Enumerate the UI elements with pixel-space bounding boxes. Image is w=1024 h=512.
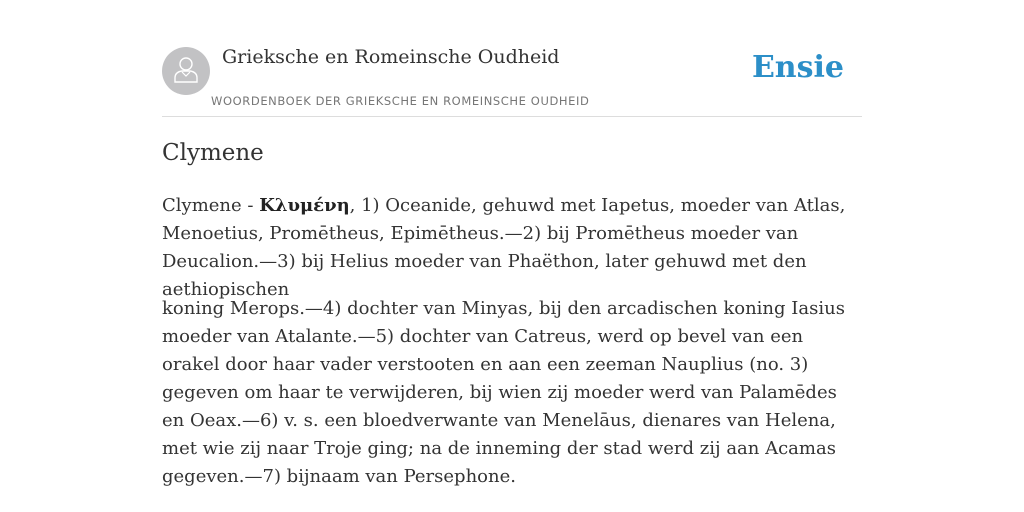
ensie-logo-link[interactable]: Ensie <box>751 50 844 85</box>
source-avatar[interactable] <box>162 47 210 95</box>
source-header <box>162 44 862 117</box>
greek-term: Κλυμένη <box>259 195 350 216</box>
source-subtitle: WOORDENBOEK DER GRIEKSCHE EN ROMEINSCHE OUDHEID <box>211 94 590 108</box>
entry-paragraph-2: koning Merops.—4) dochter van Minyas, bij den arcadischen koning Iasius moeder van Atalante.—5) dochter van Catreus, werd op bevel van een orakel door haar vader verstooten en aan een zeeman Nauplius (no. 3) gegeven om haar te verwijderen, bij wien zij moeder werd van Palamēdes en Oeax.—6) v. s. een bloedverwante van Menelāus, dienares van Helena, met wie zij naar Troje ging; na de inneming der stad werd zij aan Acamas gegeven.—7) bijnaam van Persephone. <box>162 298 845 487</box>
source-title-link[interactable]: Grieksche en Romeinsche Oudheid <box>222 46 560 68</box>
entry-lead: Clymene - <box>162 195 260 216</box>
user-icon <box>173 55 199 87</box>
entry-paragraph-1 <box>162 192 862 304</box>
entry-text-1: , 1) Oceanide, gehuwd met Iapetus, moeder van Atlas, Menoetius, Promētheus, Epimētheus.—2) bij Promētheus moeder van Deucalion.—3) bij Helius moeder van Phaëthon, later gehuwd met den aethiopischen <box>162 195 846 300</box>
entry-title: Clymene <box>162 140 264 166</box>
